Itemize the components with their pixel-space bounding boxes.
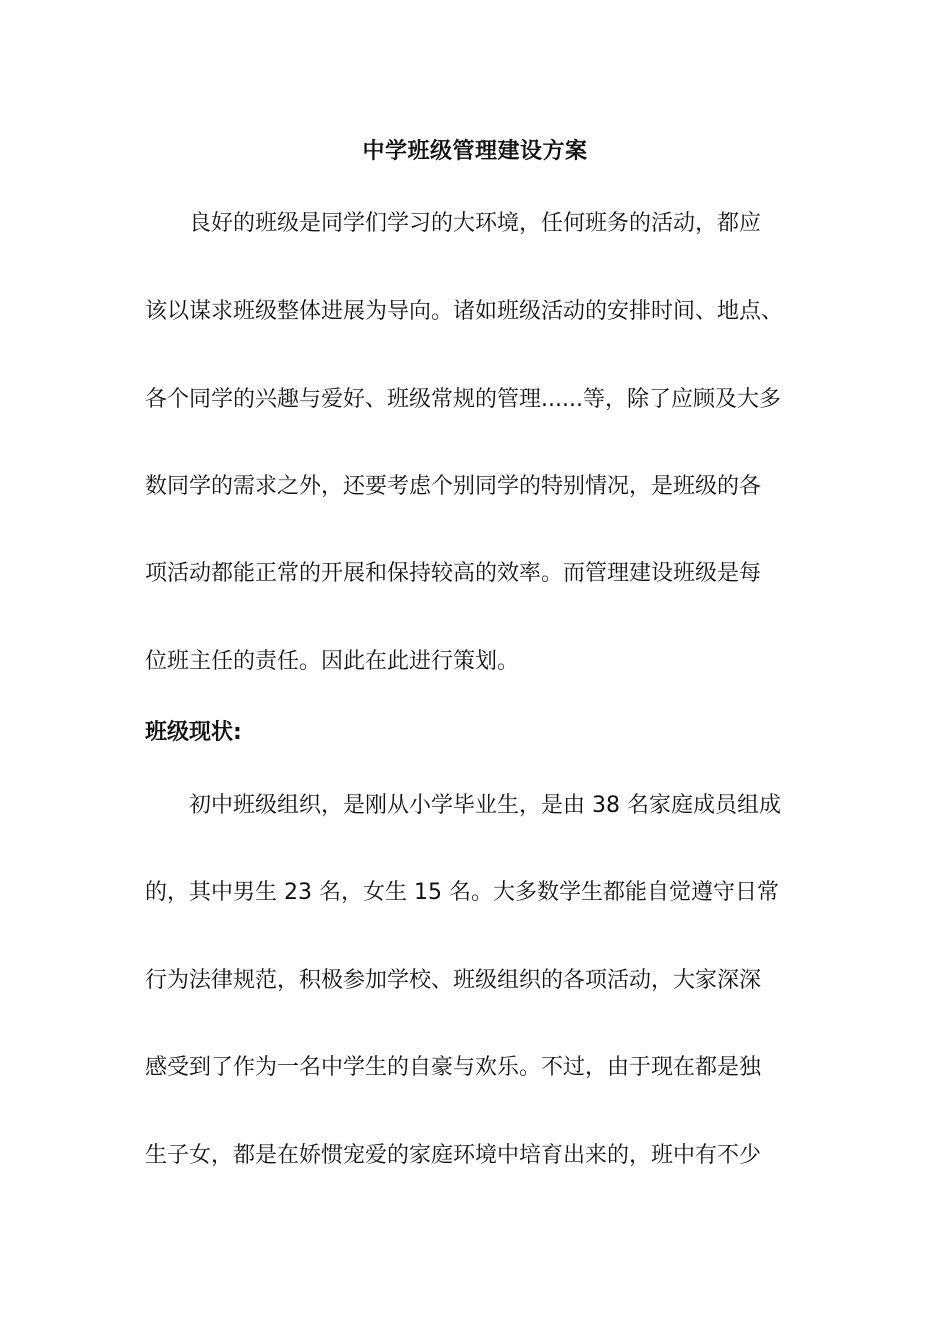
intro-line-3: 各个同学的兴趣与爱好、班级常规的管理......等，除了应顾及大多 — [145, 387, 781, 412]
document-title: 中学班级管理建设方案 — [362, 139, 588, 164]
intro-line-4: 数同学的需求之外，还要考虑个别同学的特别情况，是班级的各 — [145, 474, 762, 499]
section-heading: 班级现状: — [145, 720, 242, 745]
status-line-4: 感受到了作为一名中学生的自豪与欢乐。不过，由于现在都是独 — [145, 1055, 762, 1080]
intro-line-5: 项活动都能正常的开展和保持较高的效率。而管理建设班级是每 — [145, 561, 762, 586]
status-line-1: 初中班级组织，是刚从小学毕业生，是由 38 名家庭成员组成 — [189, 793, 781, 818]
intro-line-2: 该以谋求班级整体进展为导向。诸如班级活动的安排时间、地点、 — [145, 299, 784, 324]
status-line-2: 的，其中男生 23 名，女生 15 名。大多数学生都能自觉遵守日常 — [145, 880, 779, 905]
status-line-3: 行为法律规范，积极参加学校、班级组织的各项活动，大家深深 — [145, 968, 762, 993]
status-line-5: 生子女，都是在娇惯宠爱的家庭环境中培育出来的，班中有不少 — [145, 1143, 762, 1168]
intro-line-1: 良好的班级是同学们学习的大环境，任何班务的活动，都应 — [189, 211, 762, 236]
intro-line-6: 位班主任的责任。因此在此进行策划。 — [145, 649, 520, 674]
